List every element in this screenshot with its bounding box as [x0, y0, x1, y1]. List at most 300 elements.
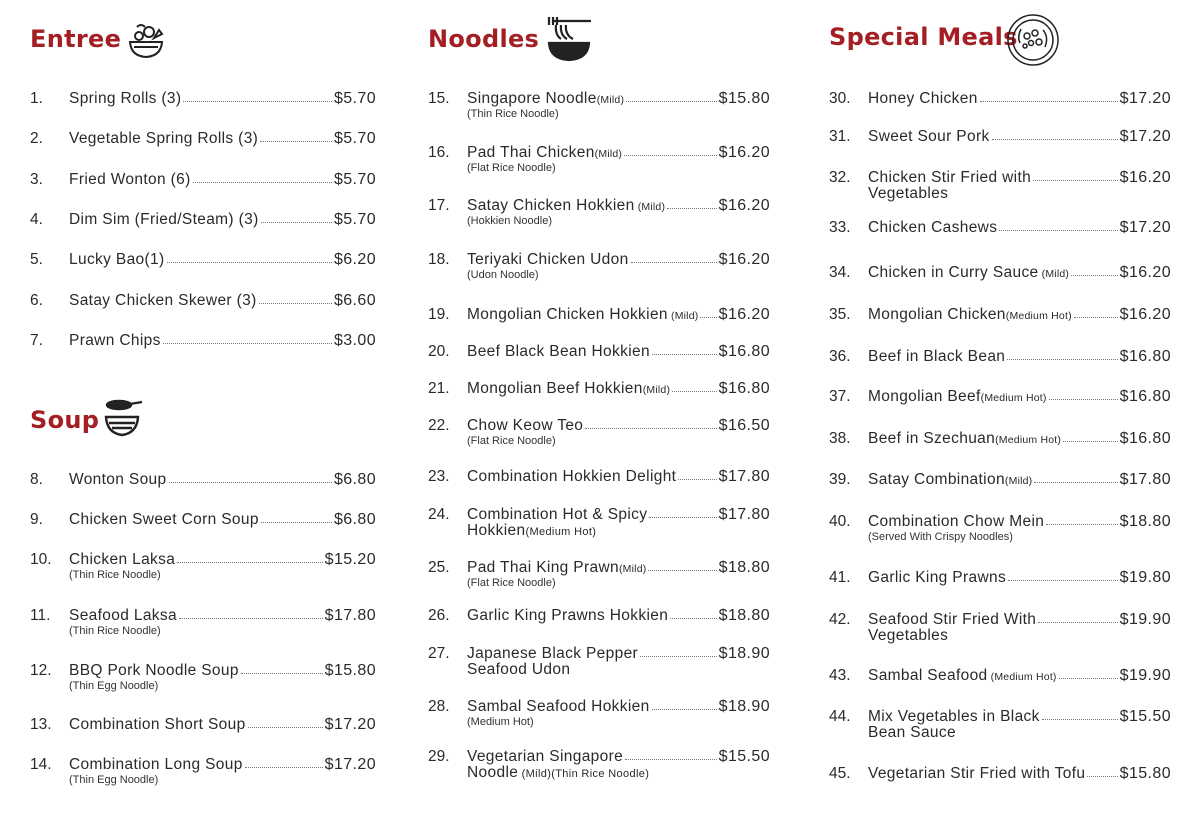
item-price: $17.80	[324, 607, 376, 624]
item-name-continued	[868, 627, 948, 645]
item-name-wrap	[467, 305, 698, 326]
item-price: $17.20	[324, 716, 376, 733]
item-number: 29.	[428, 748, 450, 765]
menu-item	[30, 250, 376, 270]
menu-item	[829, 89, 1171, 109]
menu-item-row	[428, 747, 770, 781]
item-name-wrap	[467, 342, 650, 362]
dot-leader	[1059, 678, 1118, 679]
menu-item	[829, 610, 1171, 644]
section-title-special-meals: Special Meals	[829, 23, 1018, 51]
item-name: Mix Vegetables in Black	[868, 708, 1040, 725]
item-price: $5.70	[333, 90, 376, 107]
item-number: 22.	[428, 417, 450, 434]
item-name: Combination Hokkien Delight	[467, 468, 677, 485]
item-line	[467, 606, 770, 626]
item-name: Sambal Seafood Hokkien	[467, 698, 650, 715]
item-price: $15.20	[324, 551, 376, 568]
item-number: 5.	[30, 251, 43, 268]
item-price: $6.20	[333, 251, 376, 268]
noodle-type-note: (Thin Egg Noodle)	[69, 774, 159, 786]
soup-bowl-spoon-icon	[100, 395, 144, 441]
item-name-wrap	[69, 510, 259, 530]
menu-item	[428, 558, 770, 589]
item-name: Sweet Sour Pork	[868, 128, 990, 145]
menu-item	[829, 168, 1171, 202]
item-number: 16.	[428, 144, 450, 161]
menu-item-row	[428, 416, 770, 447]
menu-item-row	[428, 143, 770, 174]
item-line	[467, 305, 770, 325]
noodle-type-note: (Medium Hot)	[467, 716, 534, 728]
menu-item-row	[829, 568, 1171, 588]
item-line	[868, 305, 1171, 325]
dot-leader	[631, 262, 717, 263]
item-name: Mongolian Beef Hokkien	[467, 379, 643, 397]
dot-leader	[652, 354, 717, 355]
spice-level-tag: (Mild)	[618, 562, 647, 575]
item-number: 13.	[30, 716, 52, 733]
dot-leader	[648, 570, 716, 571]
dot-leader	[245, 767, 323, 768]
item-name-wrap	[69, 715, 246, 735]
menu-item-row	[829, 218, 1171, 238]
item-line	[69, 89, 376, 109]
menu-item	[829, 429, 1171, 449]
item-name: Chicken Stir Fried with	[868, 169, 1032, 186]
item-number: 15.	[428, 90, 450, 107]
item-line	[868, 218, 1171, 238]
section-title-noodles: Noodles	[428, 25, 540, 53]
item-line	[69, 661, 376, 681]
menu-item-row	[428, 250, 770, 281]
item-price: $5.70	[333, 130, 376, 147]
item-name-wrap	[868, 666, 1057, 687]
menu-item-row	[829, 387, 1171, 407]
item-line	[69, 250, 376, 270]
item-name: Beef in Szechuan	[868, 429, 996, 447]
dot-leader	[260, 141, 332, 142]
dot-leader	[667, 208, 716, 209]
menu-item-row	[30, 170, 376, 190]
dot-leader	[672, 391, 716, 392]
dot-leader	[261, 222, 332, 223]
item-line	[69, 715, 376, 735]
menu-item	[30, 331, 376, 351]
item-name-wrap	[467, 250, 629, 270]
menu-item	[30, 510, 376, 530]
item-name-wrap	[868, 305, 1072, 326]
item-line	[69, 606, 376, 626]
item-price: $16.80	[1119, 430, 1171, 447]
item-name: Vegetarian Singapore	[467, 748, 624, 765]
item-number: 1.	[30, 90, 43, 107]
noodle-type-note: (Thin Rice Noodle)	[467, 108, 559, 120]
item-name-wrap	[868, 89, 978, 109]
dot-leader	[1033, 180, 1118, 181]
dot-leader	[624, 155, 717, 156]
item-name-wrap	[69, 210, 259, 230]
item-name-wrap	[69, 331, 161, 351]
item-line	[868, 387, 1171, 407]
item-number: 45.	[829, 765, 851, 782]
item-name-wrap	[467, 143, 622, 164]
item-line	[69, 170, 376, 190]
item-name-continued	[868, 185, 948, 203]
menu-item	[829, 470, 1171, 490]
item-line	[69, 755, 376, 775]
item-price: $19.80	[1119, 569, 1171, 586]
item-name-wrap	[467, 697, 650, 717]
item-name: Satay Combination	[868, 470, 1005, 488]
noodle-type-note: (Flat Rice Noodle)	[467, 577, 556, 589]
item-number: 11.	[30, 607, 51, 624]
item-line	[467, 558, 770, 578]
noodle-bowl-fork-icon	[543, 13, 595, 65]
dot-leader	[1034, 482, 1117, 483]
spice-level-tag: (Medium Hot)	[1005, 309, 1072, 322]
item-price: $6.80	[333, 471, 376, 488]
item-price: $16.80	[1119, 348, 1171, 365]
item-name: Mongolian Chicken	[868, 305, 1006, 323]
item-name: Seafood Laksa	[69, 607, 177, 624]
dot-leader	[649, 517, 716, 518]
menu-item-row	[30, 606, 376, 637]
item-price: $17.20	[1119, 219, 1171, 236]
menu-item-row	[428, 505, 770, 539]
menu-item-row	[428, 606, 770, 626]
item-line	[467, 250, 770, 270]
menu-item	[829, 218, 1171, 238]
item-line	[467, 697, 770, 717]
menu-item-row	[30, 715, 376, 735]
menu-item-row	[829, 610, 1171, 644]
item-number: 35.	[829, 306, 851, 323]
item-price: $16.20	[1119, 169, 1171, 186]
item-name-wrap	[467, 89, 624, 110]
noodle-type-note: (Udon Noodle)	[467, 269, 539, 281]
menu-item-row	[829, 707, 1171, 741]
menu-item-row	[829, 512, 1171, 543]
menu-item	[829, 305, 1171, 325]
noodle-type-note: (Thin Rice Noodle)	[69, 625, 161, 637]
item-number: 20.	[428, 343, 450, 360]
item-line	[467, 416, 770, 436]
item-line	[69, 210, 376, 230]
item-price: $18.90	[718, 645, 770, 662]
item-price: $16.50	[718, 417, 770, 434]
item-name: Combination Hot & Spicy	[467, 506, 648, 523]
menu-item-row	[428, 644, 770, 678]
item-number: 4.	[30, 211, 43, 228]
item-name: Mongolian Chicken Hokkien	[467, 305, 668, 323]
noodle-type-note: (Flat Rice Noodle)	[467, 435, 556, 447]
menu-item-row	[428, 89, 770, 120]
item-name: Sambal Seafood	[868, 666, 988, 684]
menu-item-row	[30, 755, 376, 786]
item-name: Pad Thai Chicken	[467, 143, 595, 161]
dot-leader	[177, 562, 322, 563]
dot-leader	[640, 656, 717, 657]
item-name-wrap	[868, 429, 1061, 450]
item-number: 34.	[829, 264, 851, 281]
item-line	[868, 89, 1171, 109]
menu-item-row	[30, 510, 376, 530]
item-number: 28.	[428, 698, 450, 715]
item-number: 33.	[829, 219, 851, 236]
menu-item	[428, 467, 770, 487]
item-name: Fried Wonton (6)	[69, 171, 191, 188]
item-price: $6.60	[333, 292, 376, 309]
item-price: $3.00	[333, 332, 376, 349]
menu-item	[428, 305, 770, 325]
menu-item	[428, 143, 770, 174]
dot-leader	[1046, 524, 1117, 525]
item-number: 38.	[829, 430, 851, 447]
item-note: (Medium Hot)	[525, 526, 597, 538]
item-number: 18.	[428, 251, 450, 268]
menu-item	[829, 263, 1171, 283]
salad-bowl-icon	[125, 20, 167, 62]
dot-leader	[261, 522, 332, 523]
item-number: 2.	[30, 130, 43, 147]
item-name-wrap	[868, 387, 1047, 408]
menu-item-row	[428, 558, 770, 589]
item-price: $16.20	[718, 197, 770, 214]
item-name: Chicken Sweet Corn Soup	[69, 511, 259, 528]
menu-item-row	[829, 263, 1171, 283]
item-name: Wonton Soup	[69, 471, 167, 488]
menu-item-row	[30, 331, 376, 351]
item-price: $5.70	[333, 171, 376, 188]
menu-item-row	[30, 250, 376, 270]
dot-leader	[670, 618, 716, 619]
menu-item	[428, 416, 770, 447]
menu-item	[829, 347, 1171, 367]
item-line	[69, 291, 376, 311]
item-name-wrap	[467, 558, 646, 579]
menu-item-row	[829, 127, 1171, 147]
spice-level-tag: (Medium Hot)	[980, 391, 1047, 404]
item-name-wrap	[868, 347, 1005, 367]
item-note: (Mild)(Thin Rice Noodle)	[518, 768, 650, 780]
item-number: 12.	[30, 662, 52, 679]
item-line	[868, 127, 1171, 147]
item-name-wrap	[868, 512, 1044, 532]
item-number: 32.	[829, 169, 851, 186]
item-price: $16.20	[1119, 264, 1171, 281]
item-number: 43.	[829, 667, 851, 684]
dot-leader	[259, 303, 332, 304]
item-line	[868, 568, 1171, 588]
item-name-wrap	[868, 470, 1032, 491]
menu-item-row	[829, 429, 1171, 449]
spice-level-tag: (Mild)	[642, 383, 671, 396]
menu-item-row	[30, 550, 376, 581]
menu-item	[829, 764, 1171, 784]
item-line	[69, 331, 376, 351]
menu-item-row	[428, 342, 770, 362]
spice-level-tag: (Mild)	[594, 147, 623, 160]
item-name: Chicken in Curry Sauce	[868, 263, 1039, 281]
item-line	[868, 429, 1171, 449]
item-number: 8.	[30, 471, 43, 488]
item-line	[467, 342, 770, 362]
menu-item	[30, 755, 376, 786]
item-name-continued	[868, 724, 956, 742]
noodle-type-note: (Served With Crispy Noodles)	[868, 531, 1013, 543]
menu-item-row	[829, 347, 1171, 367]
item-number: 27.	[428, 645, 450, 662]
item-line	[868, 764, 1171, 784]
dot-leader	[1087, 776, 1117, 777]
item-name: Teriyaki Chicken Udon	[467, 251, 629, 268]
item-line	[69, 550, 376, 570]
item-name-line2: Seafood Udon	[467, 661, 571, 678]
menu-item	[30, 715, 376, 735]
menu-item-row	[30, 89, 376, 109]
item-price: $17.80	[1119, 471, 1171, 488]
menu-item-row	[829, 764, 1171, 784]
item-line	[69, 129, 376, 149]
item-number: 44.	[829, 708, 851, 725]
menu-item	[30, 470, 376, 490]
item-line	[467, 143, 770, 163]
item-number: 31.	[829, 128, 851, 145]
dot-leader	[169, 482, 332, 483]
menu-item	[829, 707, 1171, 741]
item-name-wrap	[69, 170, 191, 190]
dot-leader	[626, 101, 717, 102]
item-price: $18.90	[718, 698, 770, 715]
menu-item-row	[829, 305, 1171, 325]
item-price: $18.80	[718, 607, 770, 624]
item-name-wrap	[69, 470, 167, 490]
item-price: $18.80	[1119, 513, 1171, 530]
menu-item	[30, 129, 376, 149]
dot-leader	[585, 428, 716, 429]
item-number: 39.	[829, 471, 851, 488]
menu-item-row	[30, 210, 376, 230]
item-number: 6.	[30, 292, 43, 309]
spice-level-tag: (Mild)	[596, 93, 625, 106]
menu-item	[829, 568, 1171, 588]
item-line	[467, 89, 770, 109]
menu-item	[428, 697, 770, 728]
item-number: 30.	[829, 90, 851, 107]
dot-leader	[678, 479, 716, 480]
noodle-type-note: (Hokkien Noodle)	[467, 215, 552, 227]
item-number: 41.	[829, 569, 851, 586]
spice-level-tag: (Medium Hot)	[987, 670, 1057, 683]
menu-item-row	[829, 470, 1171, 490]
item-price: $6.80	[333, 511, 376, 528]
item-number: 21.	[428, 380, 450, 397]
item-price: $16.20	[718, 306, 770, 323]
menu-item-row	[428, 467, 770, 487]
menu-item	[30, 550, 376, 581]
dot-leader	[241, 673, 323, 674]
item-name: Combination Chow Mein	[868, 513, 1045, 530]
dot-leader	[625, 759, 717, 760]
item-name-wrap	[868, 568, 1006, 588]
item-name-wrap	[467, 606, 668, 626]
item-name-wrap	[467, 416, 583, 436]
item-price: $19.90	[1119, 611, 1171, 628]
menu-item	[428, 644, 770, 678]
item-number: 17.	[428, 197, 450, 214]
item-number: 40.	[829, 513, 851, 530]
item-price: $5.70	[333, 211, 376, 228]
item-name: Honey Chicken	[868, 90, 978, 107]
item-price: $15.80	[324, 662, 376, 679]
item-name: Satay Chicken Skewer (3)	[69, 292, 257, 309]
item-name: Beef Black Bean Hokkien	[467, 343, 650, 360]
menu-item	[428, 342, 770, 362]
menu-item	[30, 291, 376, 311]
item-line	[868, 347, 1171, 367]
spice-level-tag: (Mild)	[634, 200, 666, 213]
item-name: Prawn Chips	[69, 332, 161, 349]
item-name-wrap	[467, 467, 676, 487]
item-name-line2: Vegetables	[868, 185, 949, 202]
dot-leader	[163, 343, 332, 344]
menu-item-row	[30, 291, 376, 311]
item-name-wrap	[69, 661, 239, 681]
menu-item	[428, 606, 770, 626]
item-price: $17.20	[1119, 128, 1171, 145]
menu-item-row	[428, 196, 770, 227]
item-number: 3.	[30, 171, 43, 188]
item-price: $17.20	[1119, 90, 1171, 107]
item-name: Vegetable Spring Rolls (3)	[69, 130, 259, 147]
dot-leader	[992, 139, 1118, 140]
item-name: Spring Rolls (3)	[69, 90, 182, 107]
item-price: $16.20	[1119, 306, 1171, 323]
item-name-continued	[467, 522, 596, 541]
menu-item	[30, 606, 376, 637]
section-title-soup: Soup	[30, 406, 100, 434]
item-line	[69, 470, 376, 490]
item-line	[868, 512, 1171, 532]
menu-item-row	[829, 168, 1171, 202]
item-name: Chicken Cashews	[868, 219, 998, 236]
item-number: 9.	[30, 511, 43, 528]
item-number: 36.	[829, 348, 851, 365]
item-name: Combination Short Soup	[69, 716, 246, 733]
menu-item-row	[829, 89, 1171, 109]
item-price: $15.80	[718, 90, 770, 107]
menu-item-row	[428, 379, 770, 399]
item-name: Garlic King Prawns	[868, 569, 1007, 586]
dot-leader	[700, 317, 716, 318]
item-line	[868, 666, 1171, 686]
menu-item	[829, 387, 1171, 407]
item-number: 42.	[829, 611, 851, 628]
menu-item	[30, 170, 376, 190]
dot-leader	[652, 709, 717, 710]
menu-item	[829, 666, 1171, 686]
dot-leader	[1042, 719, 1118, 720]
item-name-wrap	[868, 764, 1085, 784]
item-price: $16.80	[1119, 388, 1171, 405]
item-number: 19.	[428, 306, 450, 323]
dot-leader	[179, 618, 323, 619]
menu-item-row	[30, 661, 376, 692]
item-name-wrap	[467, 379, 670, 400]
menu-item	[428, 89, 770, 120]
item-line	[868, 263, 1171, 283]
